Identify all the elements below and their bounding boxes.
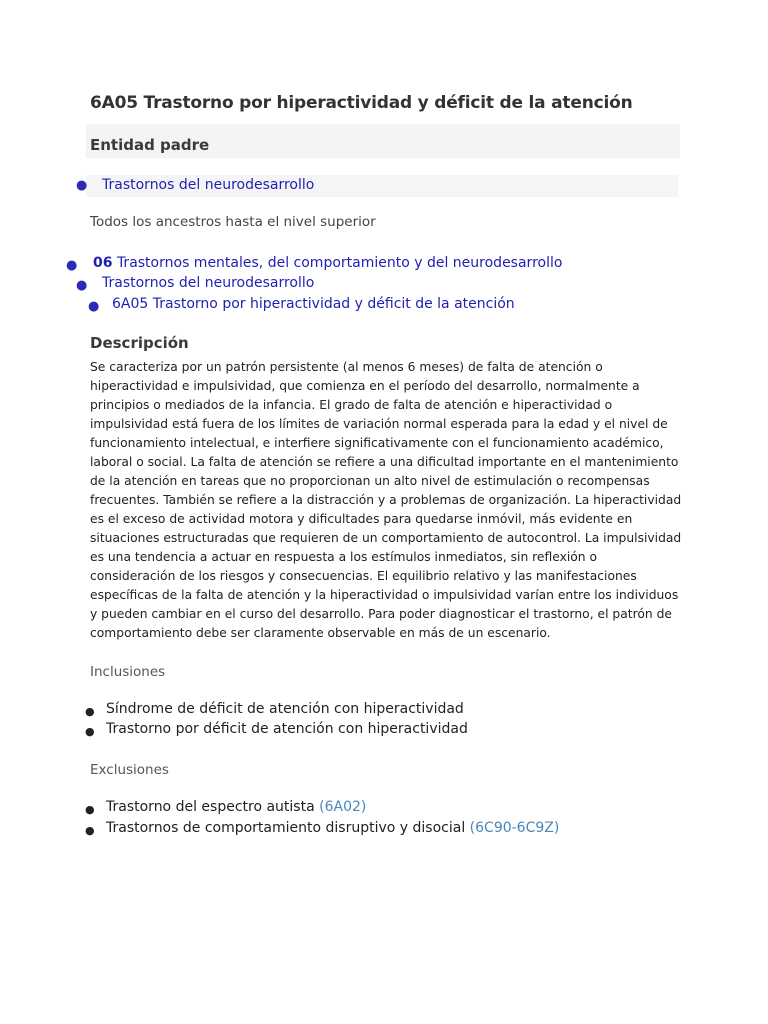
inclusions-heading: Inclusiones: [90, 664, 166, 680]
exclusion-item: [106, 820, 559, 836]
ancestor-link-2[interactable]: Trastornos del neurodesarrollo: [102, 275, 315, 291]
parent-link[interactable]: Trastornos del neurodesarrollo: [102, 177, 315, 193]
bullet-icon: ●: [88, 299, 100, 314]
ancestor-code: 06: [93, 255, 113, 271]
bullet-icon: ●: [76, 278, 88, 293]
exclusion-item: [106, 799, 366, 815]
bullet-icon: ●: [66, 258, 78, 273]
description-heading: Descripción: [90, 334, 189, 352]
exclusions-heading: Exclusiones: [90, 762, 169, 778]
description-text: Se caracteriza por un patrón persistente (al menos 6 meses) de falta de atención o hiperactividad e impulsividad, que comienza en el período del desarrollo, normalmente a principios o mediados de la infancia. El grado de falta de atención e hiperactividad o impulsividad está fuera de los límites de variación normal esperada para la edad y el nivel de funcionamiento intelectual, e interfiere significativamente con el funcionamiento académico, laboral o social. La falta de atención se refiere a una dificultad importante en el mantenimiento de la atención en tareas que no proporcionan un alto nivel de estimulación o recompensas frecuentes. También se refiere a la distracción y a problemas de organización. La hiperactividad es el exceso de actividad motora y dificultades para quedarse inmóvil, más evidente en situaciones estructuradas que requieren de un comportamiento de autocontrol. La impulsividad es una tendencia a actuar en respuesta a los estímulos inmediatos, sin reflexión o consideración de los riesgos y consecuencias. El equilibrio relativo y las manifestaciones específicas de la falta de atención y la hiperactividad o impulsividad varían entre los individuos y pueden cambiar en el curso del desarrollo. Para poder diagnosticar el trastorno, el patrón de comportamiento debe ser claramente observable en más de un escenario.: [90, 360, 682, 640]
exclusion-code-link[interactable]: (6C90-6C9Z): [469, 820, 560, 836]
bullet-icon: ●: [85, 824, 95, 837]
ancestors-heading: Todos los ancestros hasta el nivel superior: [90, 214, 376, 230]
page-title: 6A05 Trastorno por hiperactividad y déficit de la atención: [90, 93, 633, 113]
ancestor-link-3[interactable]: 6A05 Trastorno por hiperactividad y déficit de la atención: [112, 296, 515, 312]
exclusion-label: Trastornos de comportamiento disruptivo y disocial: [106, 820, 466, 836]
bullet-icon: ●: [76, 178, 88, 193]
inclusion-item: Síndrome de déficit de atención con hiperactividad: [106, 701, 464, 717]
bullet-icon: ●: [85, 705, 95, 718]
bullet-icon: ●: [85, 803, 95, 816]
parent-heading: Entidad padre: [90, 136, 210, 154]
ancestor-label: Trastornos mentales, del comportamiento y del neurodesarrollo: [116, 255, 563, 271]
exclusion-label: Trastorno del espectro autista: [106, 799, 315, 815]
exclusion-code-link[interactable]: (6A02): [319, 799, 367, 815]
bullet-icon: ●: [85, 725, 95, 738]
inclusion-item: Trastorno por déficit de atención con hiperactividad: [106, 721, 468, 737]
ancestor-link-1[interactable]: [93, 255, 562, 271]
